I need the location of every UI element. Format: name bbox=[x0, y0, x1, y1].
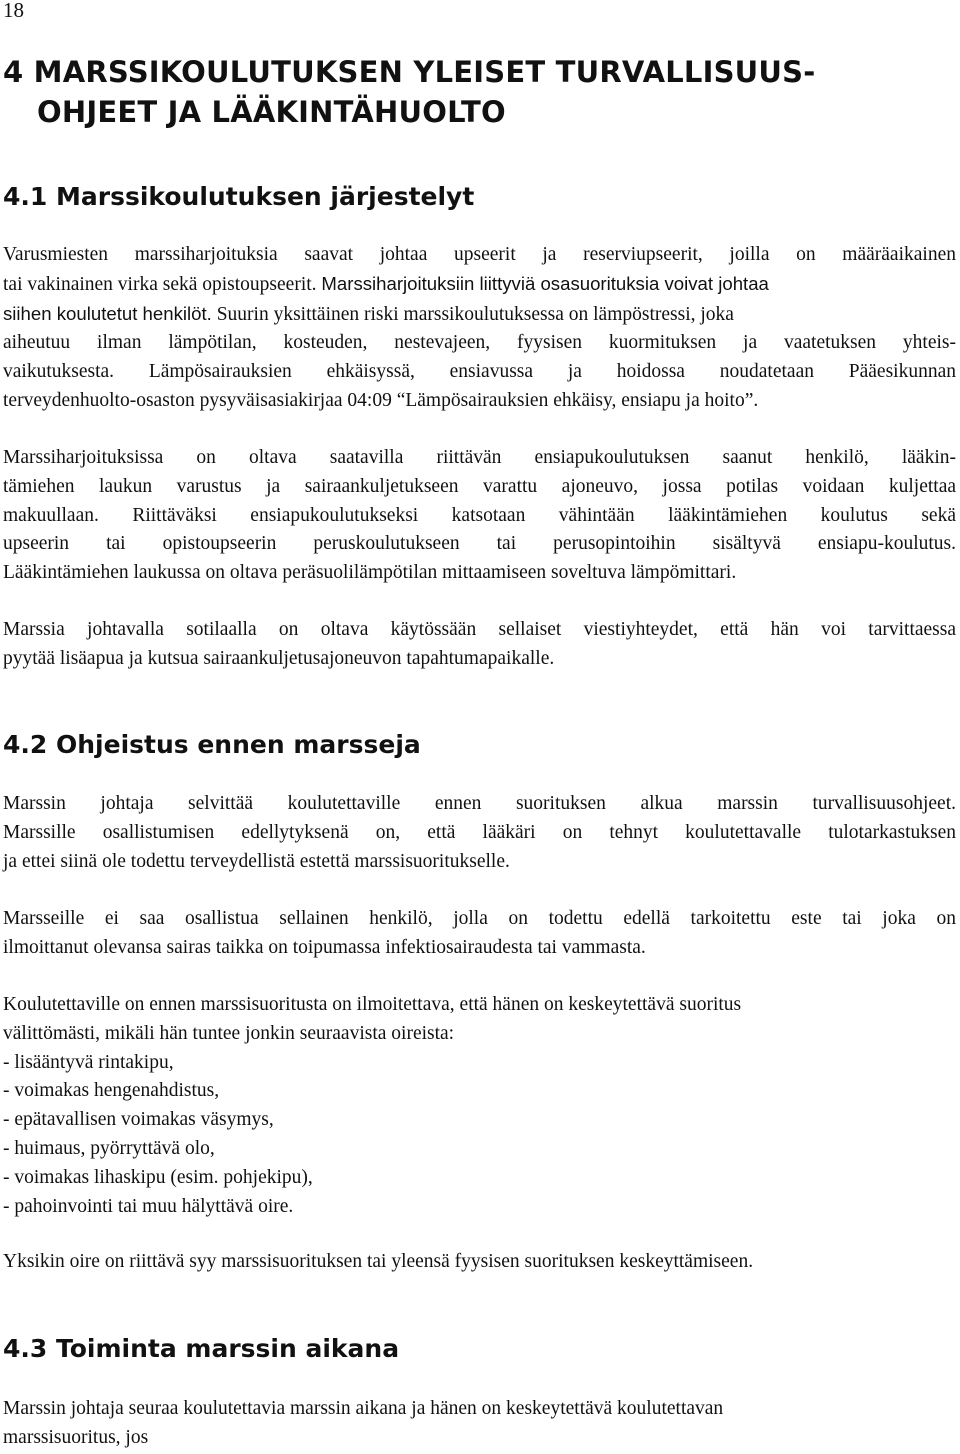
text-line-sans: siihen koulutetut henkilöt. bbox=[3, 302, 212, 324]
text-line: Marsseille ei saa osallistua sellainen henkilö, jolla on todettu edellä tarkoitettu este tai joka on bbox=[3, 908, 956, 929]
chapter-title-line-1: 4 MARSSIKOULUTUKSEN YLEISET TURVALLISUUS- bbox=[3, 55, 816, 89]
section-4-2-paragraph-4 bbox=[3, 1248, 956, 1277]
text-line: Marssille osallistumisen edellytyksenä on, että lääkäri on tehnyt koulutettavalle tulotarkastuksen bbox=[3, 821, 956, 843]
text-line: upseerin tai opistoupseerin peruskoulutukseen tai perusopintoihin sisältyvä ensiapu-koulutus. bbox=[3, 533, 956, 555]
text-line: Koulutettaville on ennen marssisuoritusta on ilmoitettava, että hänen on keskeytettävä suoritus bbox=[3, 994, 742, 1015]
section-4-1-heading: 4.1 Marssikoulutuksen järjestelyt bbox=[3, 182, 475, 211]
text-line-sans: Marssiharjoituksiin liittyviä osasuorituksia voivat johtaa bbox=[321, 272, 769, 294]
section-4-2-paragraph-2 bbox=[3, 905, 956, 963]
symptom-item: - pahoinvointi tai muu hälyttävä oire. bbox=[3, 1195, 294, 1217]
symptom-item: - epätavallisen voimakas väsymys, bbox=[3, 1109, 274, 1131]
section-4-2-paragraph-1 bbox=[3, 790, 956, 876]
section-4-1-paragraph-1 bbox=[3, 241, 956, 416]
text-line-serif: Suurin yksittäinen riski marssikoulutuksessa on lämpöstressi, joka bbox=[216, 303, 734, 325]
text-line: marssisuoritus, jos bbox=[3, 1426, 149, 1448]
section-4-2-paragraph-3 bbox=[3, 991, 956, 1221]
text-line: välittömästi, mikäli hän tuntee jonkin seuraavista oireista: bbox=[3, 1022, 455, 1044]
text-line: vaikutuksesta. Lämpösairauksien ehkäisyssä, ensiavussa ja hoidossa noudatetaan Pääesikunnan bbox=[3, 361, 956, 383]
text-line: Lääkintämiehen laukussa on oltava peräsuolilämpötilan mittaamiseen soveltuva lämpömittari. bbox=[3, 562, 737, 584]
text-line: pyytää lisäapua ja kutsua sairaankuljetusajoneuvon tapahtumapaikalle. bbox=[3, 647, 555, 669]
section-4-3-heading: 4.3 Toiminta marssin aikana bbox=[3, 1334, 400, 1363]
text-line bbox=[3, 300, 956, 330]
chapter-title-line-2: OHJEET JA LÄÄKINTÄHUOLTO bbox=[37, 95, 506, 129]
text-line: tämiehen laukun varustus ja sairaankuljetukseen varattu ajoneuvo, jossa potilas voidaan kuljettaa bbox=[3, 475, 956, 497]
text-line: Marssin johtaja selvittää koulutettaville ennen suorituksen alkua marssin turvallisuusohjeet. bbox=[3, 793, 956, 814]
symptom-item: - huimaus, pyörryttävä olo, bbox=[3, 1137, 215, 1159]
section-4-3-paragraph-1 bbox=[3, 1395, 956, 1453]
section-4-1-paragraph-3 bbox=[3, 616, 956, 674]
text-line: aiheutuu ilman lämpötilan, kosteuden, nestevajeen, fyysisen kuormituksen ja vaatetuksen yhteis- bbox=[3, 332, 956, 354]
text-line: ilmoittanut olevansa sairas taikka on toipumassa infektiosairaudesta tai vammasta. bbox=[3, 936, 646, 958]
text-line: terveydenhuolto-osaston pysyväisasiakirjaa 04:09 “Lämpösairauksien ehkäisy, ensiapu ja hoito”. bbox=[3, 389, 759, 411]
page-number: 18 bbox=[3, 0, 24, 22]
symptom-item: - voimakas hengenahdistus, bbox=[3, 1080, 220, 1102]
section-4-2-heading: 4.2 Ohjeistus ennen marsseja bbox=[3, 730, 421, 759]
section-4-1-paragraph-2 bbox=[3, 444, 956, 588]
text-line-serif: tai vakinainen virka sekä opistoupseerit. bbox=[3, 273, 317, 295]
symptom-item: - lisääntyvä rintakipu, bbox=[3, 1051, 174, 1073]
symptom-item: - voimakas lihaskipu (esim. pohjekipu), bbox=[3, 1166, 313, 1188]
text-line: Marssia johtavalla sotilaalla on oltava käytössään sellaiset viestiyhteydet, että hän voi tarvittaessa bbox=[3, 619, 956, 640]
chapter-title bbox=[3, 52, 933, 132]
text-line bbox=[3, 270, 956, 300]
text-line: ja ettei siinä ole todettu terveydellistä estettä marssisuoritukselle. bbox=[3, 850, 510, 872]
text-line: Varusmiesten marssiharjoituksia saavat johtaa upseerit ja reserviupseerit, joilla on määräaikainen bbox=[3, 244, 956, 265]
text-line: Marssin johtaja seuraa koulutettavia marssin aikana ja hänen on keskeytettävä koulutettavan bbox=[3, 1398, 724, 1419]
text-line: makuullaan. Riittäväksi ensiapukoulutukseksi katsotaan vähintään lääkintämiehen koulutus sekä bbox=[3, 504, 956, 526]
text-line: Marssiharjoituksissa on oltava saatavilla riittävän ensiapukoulutuksen saanut henkilö, lääkin- bbox=[3, 447, 956, 468]
text-line: Yksikin oire on riittävä syy marssisuorituksen tai yleensä fyysisen suorituksen keskeyttämiseen. bbox=[3, 1251, 754, 1272]
